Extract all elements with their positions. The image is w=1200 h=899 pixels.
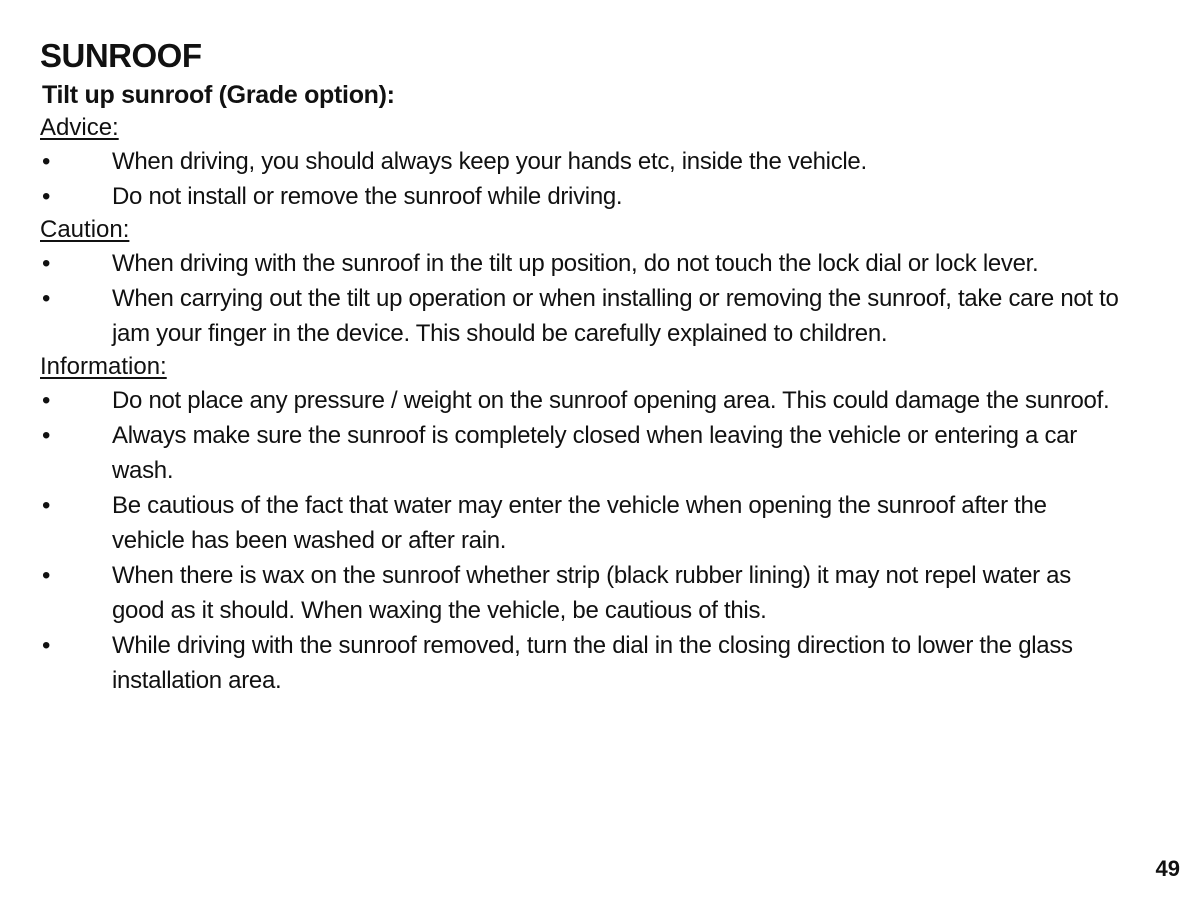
list-item (40, 281, 1140, 351)
bullet-icon: • (42, 148, 51, 175)
list-item (40, 246, 1140, 281)
list-item (40, 418, 1140, 488)
page-number: 49 (1155, 856, 1180, 881)
list-item (40, 628, 1140, 698)
list-item-text: When driving with the sunroof in the tilt up position, do not touch the lock dial or lock lever. (112, 250, 1039, 277)
page-subtitle: Tilt up sunroof (Grade option): (42, 81, 395, 109)
information-list (40, 383, 1140, 698)
bullet-icon: • (42, 562, 51, 589)
caution-heading: Caution: (40, 216, 130, 243)
list-item-text: When there is wax on the sunroof whether strip (black rubber lining) it may not repel water as good as it should. When waxing the vehicle, be cautious of this. (112, 562, 1071, 624)
bullet-icon: • (42, 632, 51, 659)
list-item-text: When driving, you should always keep your hands etc, inside the vehicle. (112, 148, 867, 175)
page-title: SUNROOF (40, 37, 202, 74)
list-item-text: While driving with the sunroof removed, turn the dial in the closing direction to lower the glass installation area. (112, 632, 1073, 694)
bullet-icon: • (42, 183, 51, 210)
caution-list (40, 246, 1140, 351)
list-item-text: Do not place any pressure / weight on the sunroof opening area. This could damage the sunroof. (112, 387, 1110, 414)
list-item-text: Be cautious of the fact that water may enter the vehicle when opening the sunroof after the vehicle has been washed or after rain. (112, 492, 1047, 554)
bullet-icon: • (42, 422, 51, 449)
advice-heading: Advice: (40, 114, 119, 141)
list-item (40, 179, 1140, 214)
information-heading: Information: (40, 353, 167, 380)
list-item (40, 383, 1140, 418)
manual-page (40, 34, 1140, 698)
list-item (40, 558, 1140, 628)
list-item (40, 144, 1140, 179)
bullet-icon: • (42, 387, 51, 414)
list-item-text: When carrying out the tilt up operation or when installing or removing the sunroof, take care not to jam your finger in the device. This should be carefully explained to children. (112, 285, 1119, 347)
list-item-text: Always make sure the sunroof is completely closed when leaving the vehicle or entering a car wash. (112, 422, 1077, 484)
list-item-text: Do not install or remove the sunroof while driving. (112, 183, 623, 210)
list-item (40, 488, 1140, 558)
advice-list (40, 144, 1140, 214)
bullet-icon: • (42, 250, 51, 277)
bullet-icon: • (42, 285, 51, 312)
bullet-icon: • (42, 492, 51, 519)
